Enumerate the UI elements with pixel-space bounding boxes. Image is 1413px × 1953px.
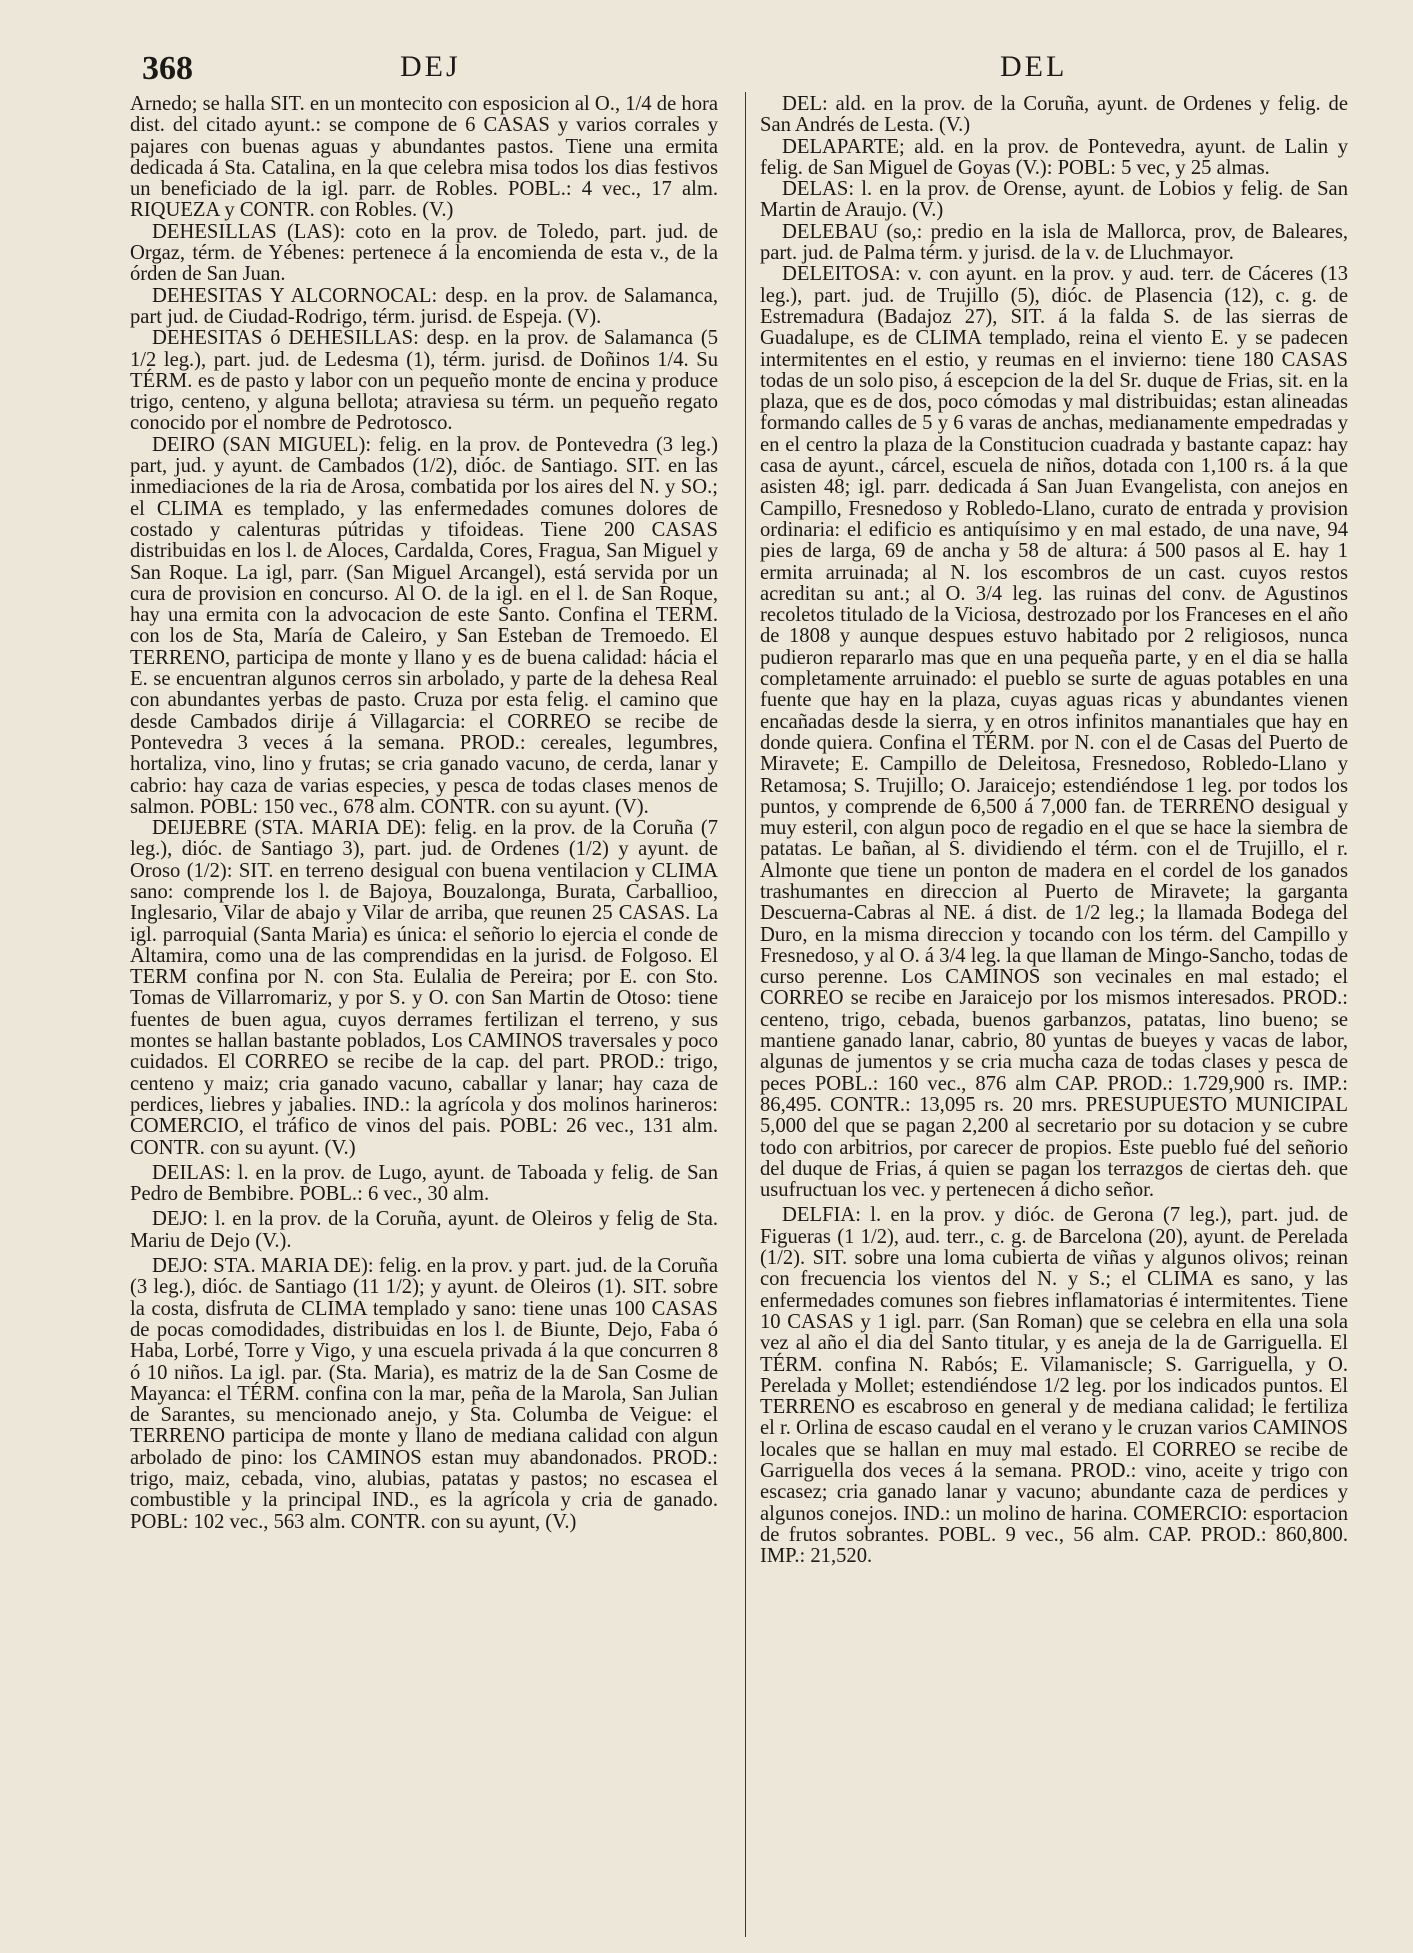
entry-paragraph: DEHESITAS ó DEHESILLAS: desp. en la prov. de Salamanca (5 1/2 leg.), part. jud. de Ledesma (1), térm. jurisd. de Doñinos 1/4. Su TÉRM. es de pasto y labor con un pequeño monte de encina y produce trigo, centeno, y alguna bellota; atraviesa su térm. un pequeño regato conocido por el nombre de Pedrotosco. — [130, 327, 718, 435]
entry-paragraph: DEIRO (SAN MIGUEL): felig. en la prov. de Pontevedra (3 leg.) part, jud. y ayunt. de Cambados (1/2), dióc. de Santiago. SIT. en las inmediaciones de la ria de Arosa, combatida por los aires del N. y SO.; el CLIMA es templado, y las enfermedades comunes dolores de costado y calenturas pútridas y tifoideas. Tiene 200 CASAS distribuidas en los l. de Aloces, Cardalda, Cores, Fragua, San Miguel y San Roque. La igl, parr. (San Miguel Arcangel), está servida por un cura de provision en concurso. Al O. de la igl. en el l. de San Roque, hay una ermita con la advocacion de este Santo. Confina el TERM. con los de Sta, María de Caleiro, y San Esteban de Tremoedo. El TERRENO, participa de monte y llano y es de buena calidad: hácia el E. se encuentran algunos cerros sin arbolado, y parte de la dehesa Real con abundantes yerbas de pasto. Cruza por esta felig. el camino que desde Cambados dirije á Villagarcia: el CORREO se recibe de Pontevedra 3 veces á la semana. PROD.: cereales, legumbres, hortaliza, vino, lino y frutas; se cria ganado vacuno, de cerda, lanar y cabrio: hay caza de varias especies, y pesca de todas clases menos de salmon. POBL: 150 vec., 678 alm. CONTR. con su ayunt. (V). — [130, 433, 718, 818]
right-running-head: DEL — [1000, 50, 1068, 83]
entry-paragraph: DELFIA: l. en la prov. y dióc. de Gerona (7 leg.), part. jud. de Figueras (1 1/2), aud. terr., c. g. de Barcelona (20), ayunt. de Perelada (1/2). SIT. sobre una loma cubierta de viñas y algunos olivos; reinan con frecuencia los vientos del N. y S.; el CLIMA es sano, y las enfermedades comunes son fiebres inflamatorias é intermitentes. Tiene 10 CASAS y 1 igl. parr. (San Roman) que se celebra en ella una sola vez al año el dia del Santo titular, y es aneja de la de Garriguella. El TÉRM. confina N. Rabós; E. Vilamaniscle; S. Garriguella, y O. Perelada y Mollet; estendiéndose 1/2 leg. por los indicados puntos. El TERRENO es escabroso en general y de mediana calidad; le fertiliza el r. Orlina de escaso caudal en el verano y le cruzan varios CAMINOS locales que se hallan en muy mal estado. El CORREO se recibe de Garriguella dos veces á la semana. PROD.: vino, aceite y trigo con escasez; cria ganado lanar y vacuno; abundante caza de perdices y algunos conejos. IND.: un molino de harina. COMERCIO: esportacion de frutos sobrantes. POBL. 9 vec., 56 alm. CAP. PROD.: 860,800. IMP.: 21,520. — [760, 1204, 1348, 1568]
entry-paragraph: DEIJEBRE (STA. MARIA DE): felig. en la prov. de la Coruña (7 leg.), dióc. de Santiago 3), part. jud. de Ordenes (1/2) y ayunt. de Oroso (1/2): SIT. en terreno desigual con buena ventilacion y CLIMA sano: comprende los l. de Bajoya, Bouzalonga, Burata, Carballioo, Inglesario, Vilar de abajo y Vilar de arriba, que reunen 25 CASAS. La igl. parroquial (Santa Maria) es única: el señorio lo ejercia el conde de Altamira, como una de las comprendidas en la jurisd. de Folgoso. El TERM confina por N. con Sta. Eulalia de Pereira; por E. con Sto. Tomas de Villarromariz, y por S. y O. con San Martin de Otoso: tiene fuentes de buen agua, cuyos derrames fertilizan el terreno, y sus montes se hallan bastante poblados, Los CAMINOS traversales y poco cuidados. El CORREO se recibe de la cap. del part. PROD.: trigo, centeno y maiz; cria ganado vacuno, caballar y lanar; hay caza de perdices, liebres y jabalies. IND.: la agrícola y dos molinos harineros: COMERCIO, el tráfico de vinos del pais. POBL: 26 vec., 131 alm. CONTR. con su ayunt. (V.) — [130, 817, 718, 1159]
page-header — [0, 50, 1413, 96]
entry-paragraph: DEJO: l. en la prov. de la Coruña, ayunt. de Oleiros y felig de Sta. Mariu de Dejo (V.). — [130, 1208, 718, 1252]
entry-paragraph: DELAS: l. en la prov. de Orense, ayunt. de Lobios y felig. de San Martin de Araujo. (V.) — [760, 178, 1348, 222]
left-column — [130, 94, 718, 1533]
entry-paragraph: DEHESITAS Y ALCORNOCAL: desp. en la prov. de Salamanca, part jud. de Ciudad-Rodrigo, térm. jurisd. de Espeja. (V). — [130, 284, 718, 328]
entry-paragraph: DELEITOSA: v. con ayunt. en la prov. y aud. terr. de Cáceres (13 leg.), part. jud. de Trujillo (5), dióc. de Plasencia (12), c. g. de Estremadura (Badajoz 27), SIT. á la falda S. de las sierras de Guadalupe, es de CLIMA templado, reina el viento E. y se padecen intermitentes en el estio, y reumas en el invierno: tiene 180 CASAS todas de un solo piso, á escepcion de la del Sr. duque de Frias, sit. en la plaza, que es de dos, poco cómodas y mal distribuidas; estan alineadas formando calles de 5 y 6 varas de anchas, medianamente empedradas y en el centro la plaza de la Constitucion cuadrada y bastante capaz: hay casa de ayunt., cárcel, escuela de niños, dotada con 1,100 rs. á la que asisten 48; igl. parr. dedicada á San Juan Evangelista, con anejos en Campillo, Fresnedoso y Robledo-Llano, curato de entrada y provision ordinaria: el edificio es antiquísimo y en mal estado, de una nave, 94 pies de larga, 69 de ancha y 58 de altura: á 500 pasos al E. hay 1 ermita arruinada; al N. los escombros de un cast. cuyos restos acreditan su ant.; al O. 3/4 leg. las ruinas del conv. de Agustinos recoletos titulado de la Viciosa, destrozado por los Franceses en el año de 1808 y aunque despues estuvo habitado por 2 religiosos, nunca pudieron repararlo mas que en una pequeña parte, y en el dia se halla completamente arruinado: el pueblo se surte de aguas potables en una fuente que hay en la plaza, cuyas aguas ricas y abundantes vienen encañadas desde la sierra, y en otros infinitos manantiales que hay en donde quiera. Confina el TÉRM. por N. con el de Casas del Puerto de Miravete; E. Campillo de Deleitosa, Fresnedoso, Robledo-Llano y Retamosa; S. Trujillo; O. Jaraicejo; estendiéndose 1 leg. por todos los puntos, y comprende de 6,500 á 7,000 fan. de TERRENO desigual y muy esteril, con algun poco de regadio en el que se hace la siembra de patatas. Le bañan, al S. dividiendo el térm. con el de Trujillo, el r. Almonte que tiene un ponton de madera en el cordel de los ganados trashumantes en direccion al Puerto de Miravete; la garganta Descuerna-Cabras al NE. á dist. de 1/2 leg.; la llamada Bodega del Duro, en la misma direccion y tocando con los térm. del Campillo y Fresnedoso, y al O. á 3/4 leg. la que llaman de Mingo-Sancho, todas de curso perenne. Los CAMINOS son vecinales en mal estado; el CORREO se recibe en Jaraicejo por los mismos interesados. PROD.: centeno, trigo, cebada, buenos garbanzos, patatas, lino bueno; se mantiene ganado lanar, cabrio, 80 yuntas de bueyes y vacas de labor, algunas de jumentos y se cria mucha caza de todas clases y pesca de peces POBL.: 160 vec., 876 alm CAP. PROD.: 1.729,900 rs. IMP.: 86,495. CONTR.: 13,095 rs. 20 mrs. PRESUPUESTO MUNICIPAL 5,000 del que se pagan 2,200 al secretario por su dotacion y se cubre todo con arbitrios, por carecer de propios. Este pueblo fué del señorio del duque de Frias, á quien se pagan los terrazgos de ciertas deh. que usufructuan los vec. y pertenecen á dicho señor. — [760, 263, 1348, 1202]
entry-paragraph: DELEBAU (so,: predio en la isla de Mallorca, prov, de Baleares, part. jud. de Palma térm. y jurisd. de la v. de Lluchmayor. — [760, 220, 1348, 265]
column-divider — [745, 92, 746, 1937]
entry-paragraph: DELAPARTE; ald. en la prov. de Pontevedra, ayunt. de Lalin y felig. de San Miguel de Goyas (V.): POBL: 5 vec, y 25 almas. — [760, 135, 1348, 179]
right-column — [760, 94, 1348, 1567]
entry-paragraph: Arnedo; se halla SIT. en un montecito con esposicion al O., 1/4 de hora dist. del citado ayunt.: se compone de 6 CASAS y varios corrales y pajares con buenas aguas y abundantes pastos. Tiene una ermita dedicada á Sta. Catalina, en la que celebra misa todos los dias festivos un beneficiado de la igl. parr. de Robles. POBL.: 4 vec., 17 alm. RIQUEZA y CONTR. con Robles. (V.) — [130, 93, 718, 222]
page-number: 368 — [142, 50, 193, 87]
entry-paragraph: DEILAS: l. en la prov. de Lugo, ayunt. de Taboada y felig. de San Pedro de Bembibre. POBL.: 6 vec., 30 alm. — [130, 1161, 718, 1206]
entry-paragraph: DEJO: STA. MARIA DE): felig. en la prov. y part. jud. de la Coruña (3 leg.), dióc. de Santiago (11 1/2); y ayunt. de Oleiros (1). SIT. sobre la costa, disfruta de CLIMA templado y sano: tiene unas 100 CASAS de pocas comodidades, distribuidas en los l. de Biunte, Dejo, Faba ó Haba, Lorbé, Torre y Vigo, y una escuela privada á la que concurren 8 ó 10 niños. La igl. par. (Sta. Maria), es matriz de la de San Cosme de Mayanca: el TÉRM. confina con la mar, peña de la Marola, San Julian de Sarantes, su mencionado anejo, y Sta. Columba de Veigue: el TERRENO participa de monte y llano de mediana calidad con algun arbolado de pino: los CAMINOS estan muy abandonados. PROD.: trigo, maiz, cebada, vino, alubias, patatas y pastos; no escasea el combustible y la principal IND., es la agrícola y cria de ganado. POBL: 102 vec., 563 alm. CONTR. con su ayunt, (V.) — [130, 1255, 718, 1533]
left-running-head: DEJ — [400, 50, 461, 83]
entry-paragraph: DEL: ald. en la prov. de la Coruña, ayunt. de Ordenes y felig. de San Andrés de Lesta. (V.) — [760, 93, 1348, 137]
entry-paragraph: DEHESILLAS (LAS): coto en la prov. de Toledo, part. jud. de Orgaz, térm. de Yébenes: pertenece á la encomienda de esta v., de la órden de San Juan. — [130, 220, 718, 286]
